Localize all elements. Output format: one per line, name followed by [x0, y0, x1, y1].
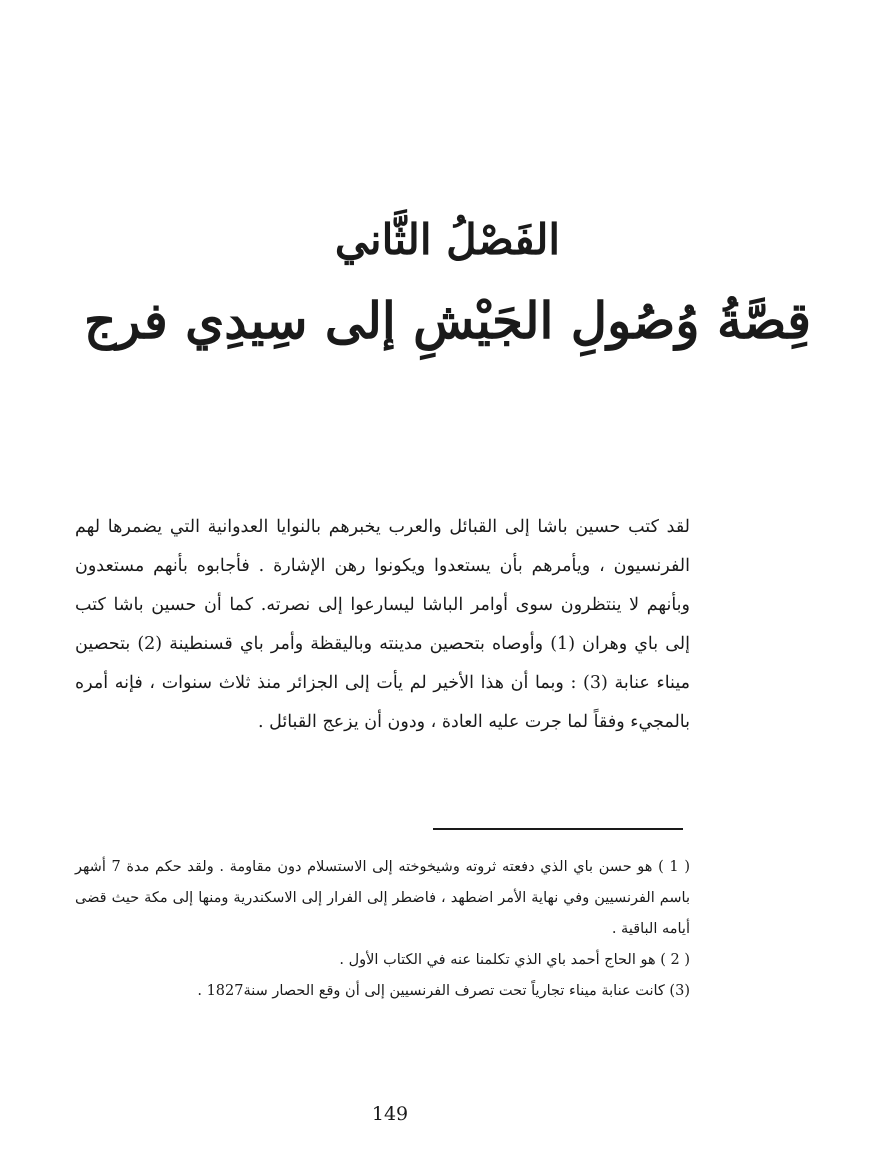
chapter-label: الفَصْلُ الثَّاني — [334, 215, 561, 264]
footnote-2: ( 2 ) هو الحاج أحمد باي الذي تكلمنا عنه في الكتاب الأول . — [339, 952, 690, 968]
footnote-1: ( 1 ) هو حسن باي الذي دفعته ثروته وشيخوخته إلى الاستسلام دون مقاومة . ولقد حكم مدة 7 أشهر باسم الفرنسيين وفي نهاية الأمر اضطهد ، فاضطر إلى الفرار إلى الاسكندرية ومنها إلى مكة حيث قضى أيامه الباقية . — [75, 859, 690, 937]
page-number: 149 — [371, 1103, 409, 1125]
footnote-separator — [433, 828, 683, 830]
body-text — [75, 508, 690, 742]
chapter-title: قِصَّةُ وُصُولِ الجَيْشِ إلى سِيدِي فرج — [83, 291, 812, 350]
body-paragraph: لقد كتب حسين باشا إلى القبائل والعرب يخبرهم بالنوايا العدوانية التي يضمرها لهم الفرنسيون ، ويأمرهم بأن يستعدوا ويكونوا رهن الإشارة . فأجابوه بأنهم مستعدون وبأنهم لا ينتظرون سوى أوامر الباشا ليسارعوا إلى نصرته. كما أن حسين باشا كتب إلى باي وهران (1) وأوصاه بتحصين مدينته وباليقظة وأمر باي قسنطينة (2) بتحصين ميناء عنابة (3) : وبما أن هذا الأخير لم يأت إلى الجزائر منذ ثلاث سنوات ، فإنه أمره بالمجيء وفقاً لما جرت عليه العادة ، ودون أن يزعج القبائل . — [75, 517, 691, 732]
footnote-3: (3) كانت عنابة ميناء تجارياً تحت تصرف الفرنسيين إلى أن وقع الحصار سنة1827 . — [197, 983, 690, 999]
footnotes — [75, 852, 690, 1007]
